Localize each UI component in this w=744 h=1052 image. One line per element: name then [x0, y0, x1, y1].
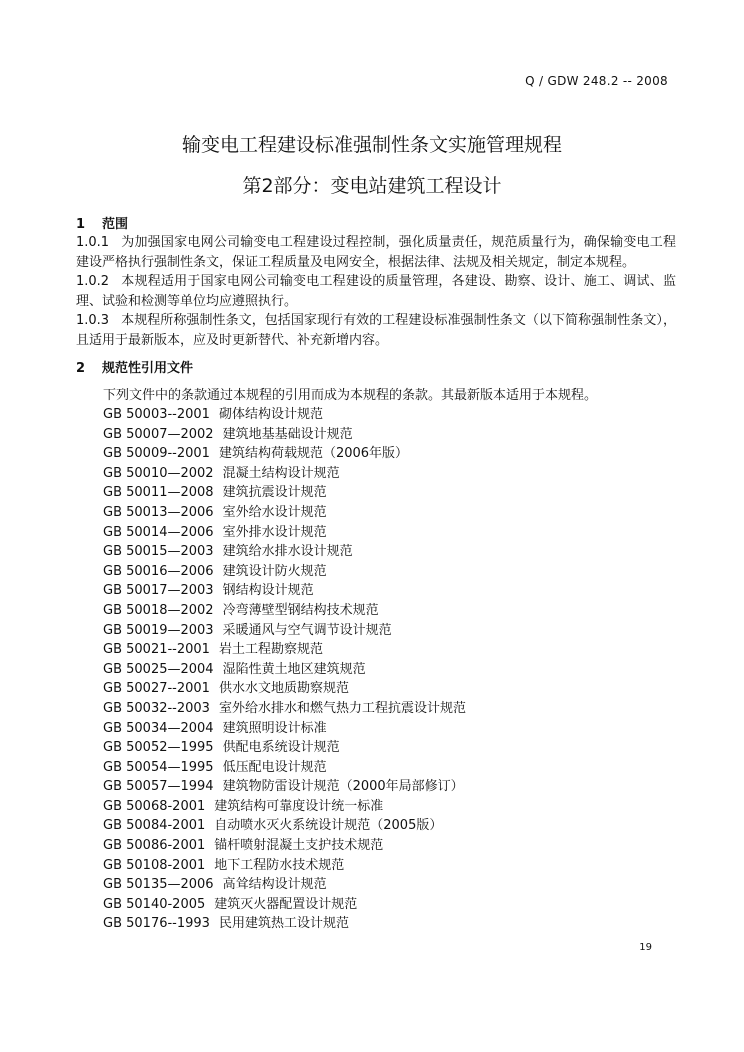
reference-code: GB 50034—2004 [103, 720, 214, 736]
clause-number: 1.0.3 [76, 313, 110, 328]
reference-title: 建筑照明设计标准 [222, 720, 327, 736]
reference-item [103, 699, 466, 719]
section-1-heading [76, 213, 128, 232]
reference-item [103, 660, 466, 680]
reference-title: 供水水文地质勘察规范 [218, 681, 349, 697]
reference-item [103, 836, 466, 856]
reference-code: GB 50108-2001 [103, 857, 206, 873]
reference-title: 建筑物防雷设计规范（2000年局部修订） [222, 779, 464, 795]
reference-code: GB 50017—2003 [103, 583, 214, 599]
reference-item [103, 875, 466, 895]
reference-code: GB 50011—2008 [103, 485, 214, 501]
reference-title: 建筑设计防火规范 [222, 563, 327, 579]
clause-number: 1.0.2 [76, 274, 110, 289]
reference-item [103, 405, 466, 425]
reference-item [103, 856, 466, 876]
clause-text: 本规程适用于国家电网公司输变电工程建设的质量管理，各建设、勘察、设计、施工、调试、监理、试验和检测等单位均应遵照执行。 [76, 274, 676, 309]
reference-code: GB 50054—1995 [103, 759, 214, 775]
reference-title: 锚杆喷射混凝土支护技术规范 [214, 838, 384, 854]
reference-code: GB 50052—1995 [103, 740, 214, 756]
reference-item [103, 719, 466, 739]
reference-item [103, 464, 466, 484]
reference-item [103, 444, 466, 464]
reference-code: GB 50135—2006 [103, 877, 214, 893]
reference-item [103, 914, 466, 934]
reference-item [103, 816, 466, 836]
reference-code: GB 50176--1993 [103, 916, 210, 932]
page-number: 19 [639, 942, 652, 953]
reference-code: GB 50068-2001 [103, 798, 206, 814]
reference-title: 室外给水设计规范 [222, 504, 327, 520]
reference-title: 湿陷性黄土地区建筑规范 [222, 661, 366, 677]
reference-code: GB 50084-2001 [103, 818, 206, 834]
reference-code: GB 50007—2002 [103, 426, 214, 442]
reference-title: 钢结构设计规范 [222, 583, 314, 599]
clause-number: 1.0.1 [76, 235, 110, 250]
reference-code: GB 50009--2001 [103, 446, 210, 462]
reference-title: 室外给水排水和燃气热力工程抗震设计规范 [218, 700, 466, 716]
reference-title: 混凝土结构设计规范 [222, 465, 340, 481]
document-title: 输变电工程建设标准强制性条文实施管理规程 [181, 134, 562, 156]
section-number: 2 [76, 361, 86, 376]
reference-item [103, 738, 466, 758]
section-title: 范围 [102, 217, 129, 232]
reference-item [103, 777, 466, 797]
reference-title: 地下工程防水技术规范 [214, 857, 345, 873]
reference-title: 建筑抗震设计规范 [222, 485, 327, 501]
reference-item [103, 797, 466, 817]
clause-text: 本规程所称强制性条文，包括国家现行有效的工程建设标准强制性条文（以下简称强制性条文），且适用于最新版本，应及时更新替代、补充新增内容。 [76, 313, 676, 348]
reference-code: GB 50013—2006 [103, 504, 214, 520]
section-number: 1 [76, 217, 86, 232]
reference-list [103, 405, 466, 934]
reference-title: 冷弯薄壁型钢结构技术规范 [222, 602, 379, 618]
reference-code: GB 50019—2003 [103, 622, 214, 638]
clause-text: 为加强国家电网公司输变电工程建设过程控制，强化质量责任，规范质量行为，确保输变电工程建设严格执行强制性条文，保证工程质量及电网安全，根据法律、法规及相关规定，制定本规程。 [76, 235, 676, 270]
reference-title: 建筑结构荷载规范（2006年版） [218, 446, 409, 462]
reference-item [103, 503, 466, 523]
reference-title: 供配电系统设计规范 [222, 740, 340, 756]
reference-item [103, 542, 466, 562]
standard-number-header: Q / GDW 248.2 -- 2008 [525, 74, 668, 88]
reference-title: 砌体结构设计规范 [218, 407, 323, 422]
scope-clauses [76, 233, 676, 350]
reference-item [103, 562, 466, 582]
reference-code: GB 50057—1994 [103, 779, 214, 795]
reference-item [103, 581, 466, 601]
reference-item [103, 679, 466, 699]
references-intro: 下列文件中的条款通过本规程的引用而成为本规程的条款。其最新版本适用于本规程。 [103, 388, 598, 403]
reference-title: 民用建筑热工设计规范 [218, 916, 349, 932]
reference-code: GB 50015—2003 [103, 544, 214, 560]
reference-title: 建筑地基基础设计规范 [222, 426, 353, 442]
reference-code: GB 50086-2001 [103, 838, 206, 854]
reference-code: GB 50014—2006 [103, 524, 214, 540]
clause [76, 272, 676, 311]
document-subtitle: 第2部分：变电站建筑工程设计 [242, 175, 502, 197]
reference-item [103, 483, 466, 503]
reference-title: 室外排水设计规范 [222, 524, 327, 540]
reference-code: GB 50032--2003 [103, 700, 210, 716]
reference-code: GB 50010—2002 [103, 465, 214, 481]
reference-code: GB 50025—2004 [103, 661, 214, 677]
reference-code: GB 50018—2002 [103, 602, 214, 618]
reference-code: GB 50016—2006 [103, 563, 214, 579]
section-2-heading [76, 357, 193, 376]
reference-item [103, 640, 466, 660]
section-title: 规范性引用文件 [102, 361, 194, 376]
reference-title: 高耸结构设计规范 [222, 877, 327, 893]
reference-code: GB 50140-2005 [103, 896, 206, 912]
reference-title: 自动喷水灭火系统设计规范（2005版） [214, 818, 443, 834]
clause [76, 311, 676, 350]
reference-item [103, 523, 466, 543]
reference-code: GB 50027--2001 [103, 681, 210, 697]
reference-title: 采暖通风与空气调节设计规范 [222, 622, 392, 638]
reference-title: 岩土工程勘察规范 [218, 642, 323, 658]
reference-item [103, 758, 466, 778]
reference-code: GB 50003--2001 [103, 407, 210, 422]
reference-item [103, 601, 466, 621]
reference-title: 低压配电设计规范 [222, 759, 327, 775]
reference-item [103, 621, 466, 641]
reference-item [103, 425, 466, 445]
reference-title: 建筑给水排水设计规范 [222, 544, 353, 560]
reference-title: 建筑结构可靠度设计统一标准 [214, 798, 384, 814]
reference-title: 建筑灭火器配置设计规范 [214, 896, 358, 912]
reference-item [103, 895, 466, 915]
clause [76, 233, 676, 272]
reference-code: GB 50021--2001 [103, 642, 210, 658]
